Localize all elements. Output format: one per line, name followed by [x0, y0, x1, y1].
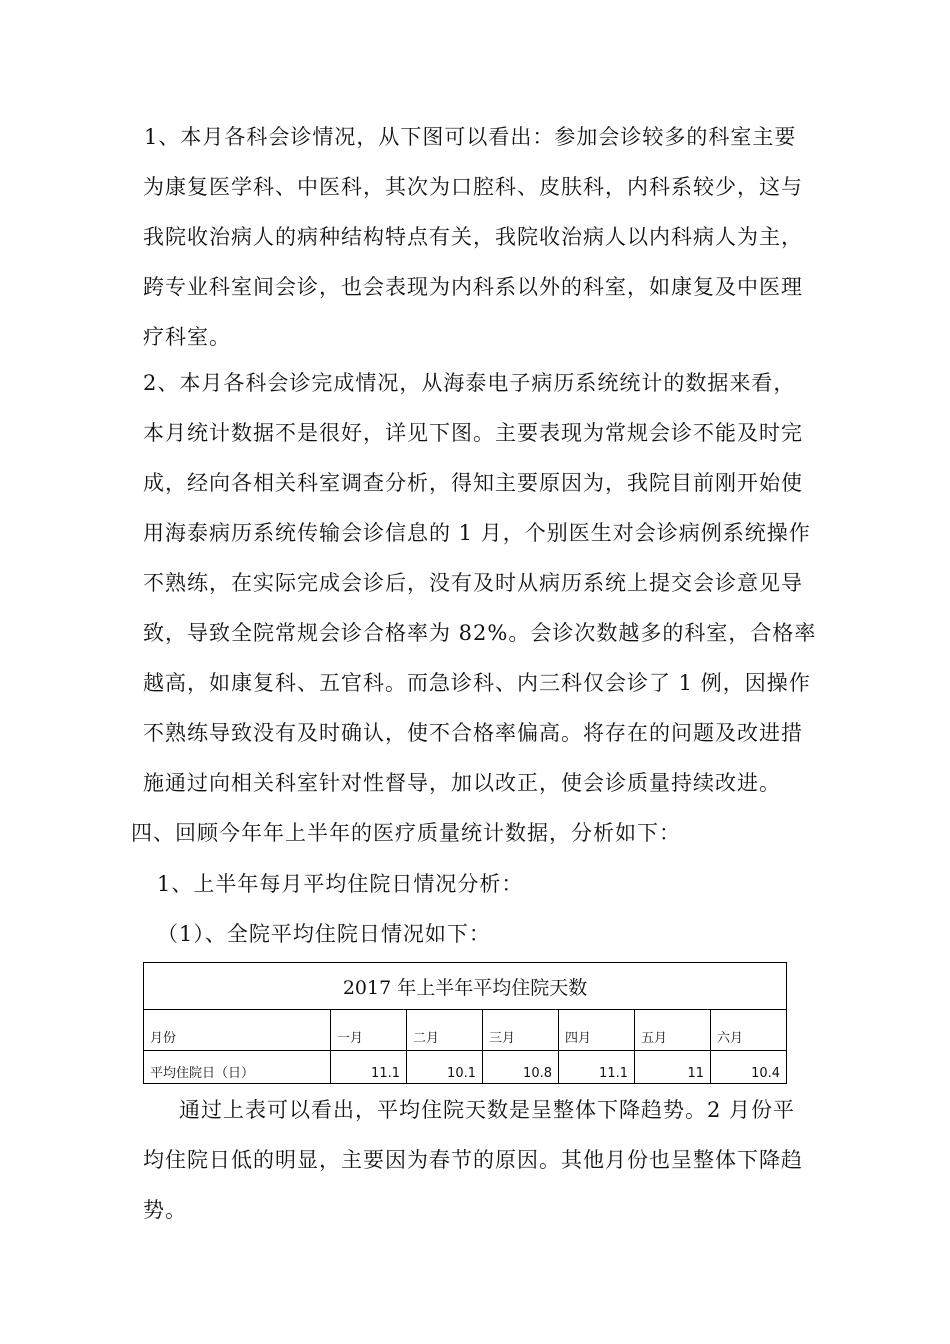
table-row — [144, 1051, 787, 1084]
month-label: 月份 — [144, 1010, 331, 1051]
month-cell: 二月 — [407, 1010, 483, 1051]
value-cell: 11.1 — [331, 1051, 407, 1084]
text-line: 为康复医学科、中医科，其次为口腔科、皮肤科，内科系较少，这与 — [143, 175, 803, 199]
text-line: 施通过向相关科室针对性督导，加以改正，使会诊质量持续改进。 — [143, 771, 781, 795]
value-cell: 10.4 — [711, 1051, 787, 1084]
month-cell: 三月 — [483, 1010, 559, 1051]
value-cell: 10.1 — [407, 1051, 483, 1084]
month-cell: 一月 — [331, 1010, 407, 1051]
row-label: 平均住院日（日） — [144, 1051, 331, 1084]
text-line: 成，经向各相关科室调查分析，得知主要原因为，我院目前刚开始使 — [143, 471, 803, 495]
month-cell: 六月 — [711, 1010, 787, 1051]
consultation-paragraph-2 — [143, 358, 817, 808]
value-cell: 11 — [635, 1051, 711, 1084]
text-line: 不熟练导致没有及时确认，使不合格率偏高。将存在的问题及改进措 — [143, 721, 803, 745]
subheading-los-analysis: 1、上半年每月平均住院日情况分析： — [157, 872, 524, 896]
text-line: 本月统计数据不是很好，详见下图。主要表现为常规会诊不能及时完 — [143, 421, 803, 445]
text-line: 2、本月各科会诊完成情况，从海泰电子病历系统统计的数据来看， — [143, 371, 796, 395]
month-cell: 五月 — [635, 1010, 711, 1051]
value-cell: 10.8 — [483, 1051, 559, 1084]
section-heading-4: 四、回顾今年年上半年的医疗质量统计数据，分析如下： — [131, 821, 681, 845]
text-line: 均住院日低的明显，主要因为春节的原因。其他月份也呈整体下降趋 — [143, 1148, 803, 1172]
value-cell: 11.1 — [559, 1051, 635, 1084]
table-header-row — [144, 1010, 787, 1051]
conclusion-paragraph — [143, 1085, 813, 1235]
text-line: 越高，如康复科、五官科。而急诊科、内三科仅会诊了 1 例，因操作 — [143, 671, 811, 695]
text-line: 势。 — [143, 1198, 187, 1222]
text-line: 不熟练，在实际完成会诊后，没有及时从病历系统上提交会诊意见导 — [143, 571, 803, 595]
text-line: 通过上表可以看出，平均住院天数是呈整体下降趋势。2 月份平 — [179, 1098, 796, 1122]
text-line: 我院收治病人的病种结构特点有关，我院收治病人以内科病人为主， — [143, 225, 803, 249]
subheading-hospital-los: （1）、全院平均住院日情况如下： — [157, 922, 491, 946]
text-line: 跨专业科室间会诊，也会表现为内科系以外的科室，如康复及中医理 — [143, 275, 803, 299]
consultation-paragraph-1 — [143, 112, 813, 362]
table-title: 2017 年上半年平均住院天数 — [144, 963, 787, 1010]
text-line: 1、本月各科会诊情况，从下图可以看出：参加会诊较多的科室主要 — [144, 125, 797, 149]
average-stay-table — [143, 962, 787, 1084]
month-cell: 四月 — [559, 1010, 635, 1051]
text-line: 疗科室。 — [143, 325, 231, 349]
text-line: 用海泰病历系统传输会诊信息的 1 月，个别医生对会诊病例系统操作 — [143, 521, 811, 545]
text-line: 致，导致全院常规会诊合格率为 82%。会诊次数越多的科室，合格率 — [143, 621, 817, 645]
